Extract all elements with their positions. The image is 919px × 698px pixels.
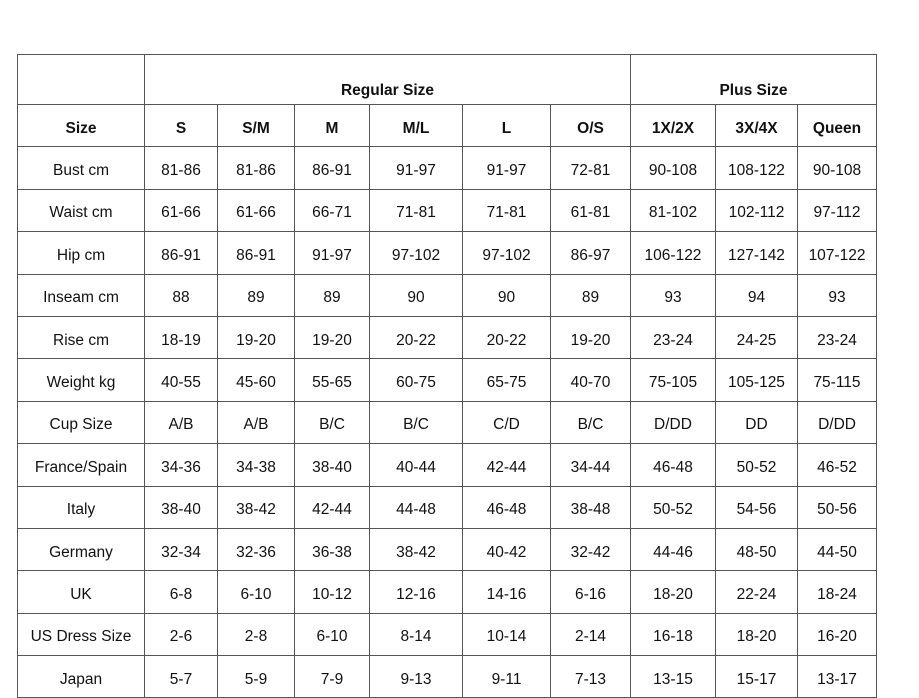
table-cell: 97-112	[798, 189, 877, 231]
table-cell: 91-97	[295, 232, 370, 274]
table-cell: 2-14	[551, 613, 631, 655]
table-cell: 2-8	[218, 613, 295, 655]
row-label: Weight kg	[18, 359, 145, 401]
table-cell: 61-66	[218, 189, 295, 231]
row-label: Inseam cm	[18, 274, 145, 316]
row-label: Cup Size	[18, 401, 145, 443]
table-cell: 2-6	[145, 613, 218, 655]
table-cell: 16-20	[798, 613, 877, 655]
table-cell: 50-52	[631, 486, 716, 528]
regular-size-group-header: Regular Size	[145, 55, 631, 105]
table-cell: 105-125	[716, 359, 798, 401]
row-label: Bust cm	[18, 147, 145, 189]
table-cell: 106-122	[631, 232, 716, 274]
table-cell: 97-102	[463, 232, 551, 274]
table-cell: 13-17	[798, 656, 877, 698]
table-cell: 60-75	[370, 359, 463, 401]
table-cell: 34-44	[551, 444, 631, 486]
table-cell: 20-22	[463, 316, 551, 358]
table-cell: 14-16	[463, 571, 551, 613]
table-row	[18, 316, 877, 358]
table-cell: 54-56	[716, 486, 798, 528]
row-label: Waist cm	[18, 189, 145, 231]
table-cell: 42-44	[295, 486, 370, 528]
table-cell: 6-10	[218, 571, 295, 613]
table-cell: 38-40	[295, 444, 370, 486]
table-cell: A/B	[218, 401, 295, 443]
table-cell: 107-122	[798, 232, 877, 274]
table-cell: 61-66	[145, 189, 218, 231]
table-cell: 44-50	[798, 528, 877, 570]
table-cell: 23-24	[631, 316, 716, 358]
table-cell: 81-86	[145, 147, 218, 189]
table-cell: 45-60	[218, 359, 295, 401]
table-cell: 32-42	[551, 528, 631, 570]
table-cell: 91-97	[370, 147, 463, 189]
table-cell: 24-25	[716, 316, 798, 358]
table-cell: 55-65	[295, 359, 370, 401]
table-cell: 91-97	[463, 147, 551, 189]
table-cell: 66-71	[295, 189, 370, 231]
table-cell: 6-16	[551, 571, 631, 613]
table-row	[18, 486, 877, 528]
table-cell: 50-52	[716, 444, 798, 486]
table-row	[18, 656, 877, 698]
table-cell: 34-38	[218, 444, 295, 486]
size-header-cell: M/L	[370, 105, 463, 147]
table-cell: 38-42	[370, 528, 463, 570]
table-cell: 16-18	[631, 613, 716, 655]
table-cell: B/C	[295, 401, 370, 443]
row-label: UK	[18, 571, 145, 613]
table-row	[18, 147, 877, 189]
table-cell: 42-44	[463, 444, 551, 486]
table-cell: 75-105	[631, 359, 716, 401]
table-cell: 7-9	[295, 656, 370, 698]
table-cell: 18-20	[631, 571, 716, 613]
row-label: Hip cm	[18, 232, 145, 274]
table-row	[18, 274, 877, 316]
table-cell: 40-70	[551, 359, 631, 401]
table-cell: 40-44	[370, 444, 463, 486]
size-header-cell: Queen	[798, 105, 877, 147]
row-label: Italy	[18, 486, 145, 528]
row-label: France/Spain	[18, 444, 145, 486]
table-cell: 61-81	[551, 189, 631, 231]
table-row	[18, 359, 877, 401]
table-cell: 81-102	[631, 189, 716, 231]
table-cell: 102-112	[716, 189, 798, 231]
table-cell: 19-20	[551, 316, 631, 358]
group-header-row	[18, 55, 877, 105]
size-label-cell: Size	[18, 105, 145, 147]
table-cell: 10-12	[295, 571, 370, 613]
plus-size-group-header: Plus Size	[631, 55, 877, 105]
table-cell: 44-48	[370, 486, 463, 528]
table-cell: 40-55	[145, 359, 218, 401]
table-cell: 7-13	[551, 656, 631, 698]
table-cell: DD	[716, 401, 798, 443]
table-cell: C/D	[463, 401, 551, 443]
table-cell: 5-7	[145, 656, 218, 698]
size-header-cell: 3X/4X	[716, 105, 798, 147]
table-cell: 71-81	[463, 189, 551, 231]
table-cell: 93	[798, 274, 877, 316]
size-header-cell: S	[145, 105, 218, 147]
table-cell: 89	[218, 274, 295, 316]
table-cell: 90	[463, 274, 551, 316]
table-cell: 89	[551, 274, 631, 316]
table-cell: 89	[295, 274, 370, 316]
table-cell: 94	[716, 274, 798, 316]
table-row	[18, 401, 877, 443]
table-cell: 81-86	[218, 147, 295, 189]
table-row	[18, 613, 877, 655]
table-cell: 6-8	[145, 571, 218, 613]
table-cell: 38-48	[551, 486, 631, 528]
table-cell: 108-122	[716, 147, 798, 189]
table-cell: 93	[631, 274, 716, 316]
table-cell: B/C	[551, 401, 631, 443]
table-cell: 19-20	[295, 316, 370, 358]
table-cell: 18-24	[798, 571, 877, 613]
table-cell: 65-75	[463, 359, 551, 401]
table-cell: 12-16	[370, 571, 463, 613]
table-cell: 86-91	[218, 232, 295, 274]
size-header-cell: L	[463, 105, 551, 147]
table-cell: 90-108	[798, 147, 877, 189]
size-header-cell: M	[295, 105, 370, 147]
table-cell: 88	[145, 274, 218, 316]
table-cell: 34-36	[145, 444, 218, 486]
size-header-cell: S/M	[218, 105, 295, 147]
table-cell: 46-52	[798, 444, 877, 486]
table-cell: 23-24	[798, 316, 877, 358]
row-label: Germany	[18, 528, 145, 570]
size-header-cell: 1X/2X	[631, 105, 716, 147]
table-cell: 71-81	[370, 189, 463, 231]
table-cell: 8-14	[370, 613, 463, 655]
table-cell: 90-108	[631, 147, 716, 189]
table-cell: 38-42	[218, 486, 295, 528]
table-cell: 75-115	[798, 359, 877, 401]
size-header-cell: O/S	[551, 105, 631, 147]
table-row	[18, 528, 877, 570]
table-cell: 32-36	[218, 528, 295, 570]
table-row	[18, 444, 877, 486]
table-cell: 36-38	[295, 528, 370, 570]
table-cell: 18-19	[145, 316, 218, 358]
table-cell: 5-9	[218, 656, 295, 698]
table-cell: A/B	[145, 401, 218, 443]
row-label: Japan	[18, 656, 145, 698]
table-cell: 15-17	[716, 656, 798, 698]
table-cell: 9-11	[463, 656, 551, 698]
table-cell: 10-14	[463, 613, 551, 655]
table-cell: 86-91	[145, 232, 218, 274]
table-cell: 50-56	[798, 486, 877, 528]
row-label: Rise cm	[18, 316, 145, 358]
table-cell: 72-81	[551, 147, 631, 189]
table-cell: D/DD	[631, 401, 716, 443]
table-row	[18, 571, 877, 613]
size-chart-table	[17, 54, 877, 698]
table-row	[18, 232, 877, 274]
table-cell: 13-15	[631, 656, 716, 698]
table-cell: 32-34	[145, 528, 218, 570]
table-cell: 48-50	[716, 528, 798, 570]
table-cell: 40-42	[463, 528, 551, 570]
table-row	[18, 189, 877, 231]
table-cell: 46-48	[631, 444, 716, 486]
table-cell: 46-48	[463, 486, 551, 528]
table-cell: 38-40	[145, 486, 218, 528]
table-cell: B/C	[370, 401, 463, 443]
table-cell: 9-13	[370, 656, 463, 698]
table-cell: D/DD	[798, 401, 877, 443]
table-cell: 44-46	[631, 528, 716, 570]
table-cell: 22-24	[716, 571, 798, 613]
row-label: US Dress Size	[18, 613, 145, 655]
corner-cell	[18, 55, 145, 105]
table-cell: 18-20	[716, 613, 798, 655]
table-cell: 19-20	[218, 316, 295, 358]
size-header-row	[18, 105, 877, 147]
table-cell: 97-102	[370, 232, 463, 274]
table-cell: 6-10	[295, 613, 370, 655]
table-cell: 90	[370, 274, 463, 316]
table-cell: 127-142	[716, 232, 798, 274]
table-cell: 20-22	[370, 316, 463, 358]
table-cell: 86-91	[295, 147, 370, 189]
table-cell: 86-97	[551, 232, 631, 274]
